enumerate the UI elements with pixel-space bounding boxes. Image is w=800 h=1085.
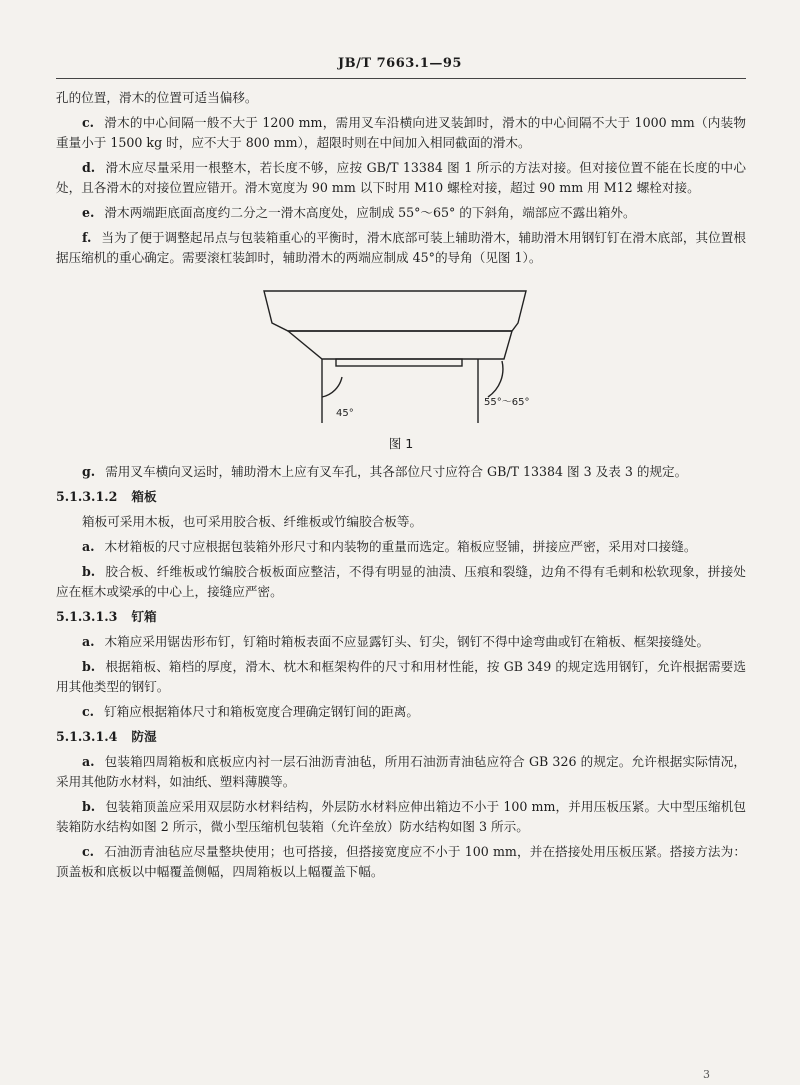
clause-label: f. (82, 230, 92, 245)
section-number: 5.1.3.1.2 (56, 489, 118, 504)
clause-label: b. (82, 659, 96, 674)
clause-text: 滑木的中心间隔一般不大于 1200 mm，需用叉车沿横向进叉装卸时，滑木的中心间隔不大于 1000 mm（内装物重量小于 1500 kg 时，应不大于 800 mm），超限时则在中间加入相同截面的滑木。 (56, 115, 746, 150)
paragraph-continuation: 孔的位置，滑木的位置可适当偏移。 (56, 90, 258, 105)
clause-text: 木箱应采用锯齿形布钉，钉箱时箱板表面不应显露钉头、钉尖，钢钉不得中途弯曲或钉在箱板、框架接缝处。 (104, 634, 710, 649)
clause-text: 木材箱板的尺寸应根据包装箱外形尺寸和内装物的重量而选定。箱板应竖铺，拼接应严密，采用对口接缝。 (104, 539, 697, 554)
clause-label: e. (82, 205, 95, 220)
clause-text: 滑木应尽量采用一根整木，若长度不够，应按 GB/T 13384 图 1 所示的方法对接。但对接位置不能在长度的中心处，且各滑木的对接位置应错开。滑木宽度为 90 mm 以下时用 M10 螺栓对接，超过 90 mm 用 M12 螺栓对接。 (56, 160, 746, 195)
box-outline (264, 291, 526, 331)
section-number: 5.1.3.1.4 (56, 729, 118, 744)
clause-a (56, 632, 746, 652)
paragraph: 箱板可采用木板，也可采用胶合板、纤维板或竹编胶合板等。 (82, 514, 423, 529)
section-heading (56, 607, 746, 627)
figure-1 (56, 273, 746, 433)
clause-c (56, 113, 746, 153)
clause-f (56, 228, 746, 268)
clause-e (56, 203, 746, 223)
skid-diagram (56, 273, 746, 433)
clause-label: c. (82, 115, 95, 130)
clause-c (56, 702, 746, 722)
left-angle-arc (322, 377, 342, 397)
clause-a (56, 752, 746, 792)
section-heading (56, 727, 746, 747)
clause-text: 根据箱板、箱档的厚度，滑木、枕木和框架构件的尺寸和用材性能，按 GB 349 的规定选用钢钉，允许根据需要选用其他类型的钢钉。 (56, 659, 746, 694)
clause-b (56, 657, 746, 697)
clause-text: 需用叉车横向叉运时，辅助滑木上应有叉车孔，其各部位尺寸应符合 GB/T 13384 图 3 及表 3 的规定。 (105, 464, 688, 479)
clause-text: 石油沥青油毡应尽量整块使用；也可搭接，但搭接宽度应不小于 100 mm，并在搭接处用压板压紧。搭接方法为：顶盖板和底板以中幅覆盖侧幅，四周箱板以上幅覆盖下幅。 (56, 844, 746, 879)
header-rule (56, 78, 746, 79)
clause-text: 当为了便于调整起吊点与包装箱重心的平衡时，滑木底部可装上辅助滑木，辅助滑木用钢钉钉在滑木底部，其位置根据压缩机的重心确定。需要滚杠装卸时，辅助滑木的两端应制成 45°的导角（见图 1）。 (56, 230, 746, 265)
page-number: 3 (703, 1068, 710, 1081)
document-body (56, 88, 746, 887)
clause-label: c. (82, 844, 95, 859)
clause-label: d. (82, 160, 96, 175)
clause-label: a. (82, 634, 95, 649)
clause-b (56, 562, 746, 602)
clause-label: b. (82, 564, 96, 579)
page-header: JB/T 7663.1—95 (338, 56, 462, 71)
clause-text: 胶合板、纤维板或竹编胶合板板面应整洁，不得有明显的油渍、压痕和裂缝，边角不得有毛刺和松软现象，拼接处应在框木或梁承的中心上，接缝应严密。 (56, 564, 746, 599)
section-title: 钉箱 (131, 609, 157, 624)
clause-label: a. (82, 539, 95, 554)
clause-text: 包装箱四周箱板和底板应内衬一层石油沥青油毡，所用石油沥青油毡应符合 GB 326 的规定。允许根据实际情况，采用其他防水材料，如油纸、塑料薄膜等。 (56, 754, 746, 789)
right-angle-arc (488, 361, 503, 397)
section-title: 防湿 (131, 729, 157, 744)
skid-outline (288, 331, 512, 359)
clause-label: b. (82, 799, 96, 814)
section-number: 5.1.3.1.3 (56, 609, 118, 624)
section-title: 箱板 (131, 489, 157, 504)
clause-d (56, 158, 746, 198)
clause-text: 包装箱顶盖应采用双层防水材料结构，外层防水材料应伸出箱边不小于 100 mm，并用压板压紧。大中型压缩机包装箱防水结构如图 2 所示，微小型压缩机包装箱（允许垒放）防水结构如图 3 所示。 (56, 799, 746, 834)
clause-c (56, 842, 746, 882)
clause-label: c. (82, 704, 95, 719)
clause-label: a. (82, 754, 95, 769)
section-heading (56, 487, 746, 507)
clause-text: 滑木两端距底面高度约二分之一滑木高度处，应制成 55°～65° 的下斜角，端部应不露出箱外。 (104, 205, 636, 220)
clause-b (56, 797, 746, 837)
auxiliary-skid (336, 359, 462, 366)
clause-label: g. (82, 464, 96, 479)
clause-g (56, 462, 746, 482)
clause-a (56, 537, 746, 557)
clause-text: 钉箱应根据箱体尺寸和箱板宽度合理确定钢钉间的距离。 (104, 704, 419, 719)
angle-label-right: 55°～65° (484, 397, 530, 408)
angle-label-left: 45° (336, 408, 354, 419)
figure-caption: 图 1 (388, 436, 414, 451)
